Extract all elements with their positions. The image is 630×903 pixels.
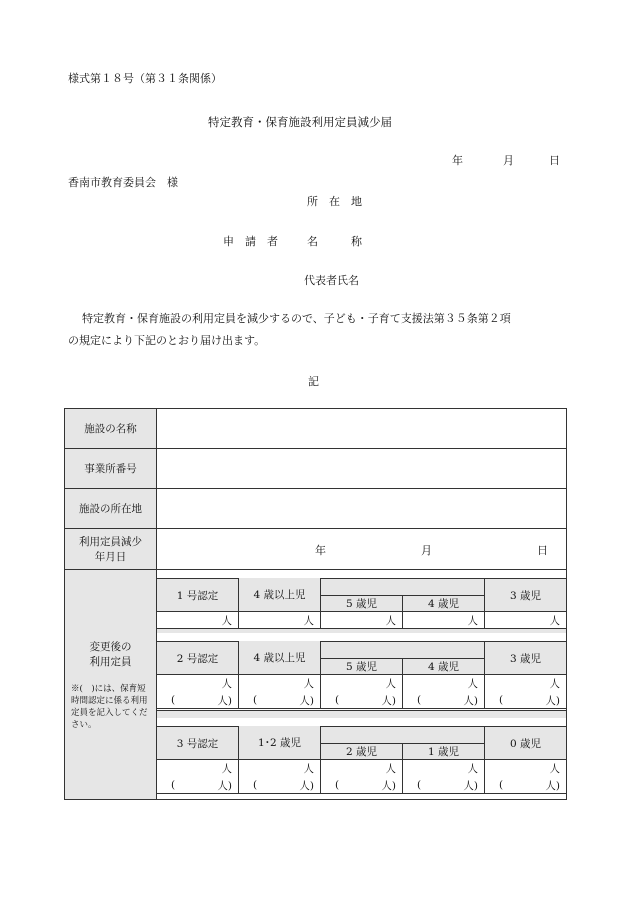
group3-value-4[interactable]: 人: [403, 760, 485, 777]
body-line-2: の規定により下記のとおり届け出ます。: [68, 334, 266, 347]
group2-col1-label: 4 歳以上児: [239, 641, 321, 675]
addressee: 香南市教育委員会 様: [68, 176, 178, 189]
group1-col3-label: 4 歳児: [403, 595, 485, 612]
group2-value-2[interactable]: 人: [239, 675, 321, 692]
group1-col1-label: 4 歳以上児: [239, 578, 321, 612]
group3-short-value-1[interactable]: [157, 777, 239, 794]
facility-name-label: 施設の名称: [65, 409, 157, 449]
group3-value-2[interactable]: 人: [239, 760, 321, 777]
group3-value-5[interactable]: 人: [549, 763, 560, 775]
group3-col4-label: 0 歳児: [485, 726, 566, 760]
group1-col2-label: 5 歳児: [321, 595, 403, 612]
after-change-label-line2: 利用定員: [89, 655, 132, 668]
document-title: 特定教育・保育施設利用定員減少届: [208, 115, 392, 129]
reduction-date-year: 年: [315, 544, 326, 557]
group2-value-1[interactable]: 人: [157, 675, 239, 692]
group3-value-1[interactable]: 人: [157, 760, 239, 777]
after-change-label-line1: 変更後の: [89, 640, 132, 653]
form-number: 様式第１８号（第３１条関係）: [68, 72, 222, 85]
group3-col1-label: 1･2 歳児: [239, 726, 321, 760]
group2-value-3[interactable]: 人: [321, 675, 403, 692]
group3-value-3[interactable]: 人: [321, 760, 403, 777]
date-year-label: 年: [452, 154, 463, 167]
paren-close: 人): [217, 779, 232, 792]
group1-value-4[interactable]: 人: [403, 612, 485, 629]
paren-close: 人): [381, 694, 396, 707]
paren-open: (: [499, 694, 504, 706]
paren-open: (: [335, 779, 340, 791]
paren-close: 人): [545, 779, 560, 792]
group1-value-1[interactable]: 人: [157, 612, 239, 629]
paren-close: 人): [299, 779, 314, 792]
body-line-1: 特定教育・保育施設の利用定員を減少するので、子ども・子育て支援法第３５条第２項: [82, 312, 511, 325]
reduction-date-label-line2: 年月日: [94, 551, 127, 563]
group1-value-5[interactable]: 人: [485, 612, 566, 629]
group3-cert-label: 3 号認定: [157, 726, 239, 760]
capacity-grid: [157, 570, 567, 800]
representative-label: 代表者氏名: [304, 274, 359, 287]
office-number-label: 事業所番号: [65, 449, 157, 489]
paren-close: 人): [463, 779, 478, 792]
group2-short-value-5[interactable]: [485, 692, 566, 709]
facility-name-field[interactable]: [157, 409, 567, 449]
facility-address-label: 施設の所在地: [65, 489, 157, 529]
paren-open: (: [253, 694, 258, 706]
group3-short-value-5[interactable]: [485, 777, 566, 794]
group1-value-2[interactable]: 人: [239, 612, 321, 629]
address-label: 所 在 地: [307, 195, 362, 208]
paren-close: 人): [463, 694, 478, 707]
date-day-label: 日: [549, 154, 560, 167]
group2-value-4[interactable]: 人: [403, 675, 485, 692]
date-month-label: 月: [503, 154, 514, 167]
paren-close: 人): [299, 694, 314, 707]
facility-address-field[interactable]: [157, 489, 567, 529]
group2-col2-label: 5 歳児: [321, 658, 403, 675]
group3-col2-label: 2 歳児: [321, 743, 403, 760]
reduction-date-month: 月: [421, 544, 432, 557]
application-table: [64, 408, 567, 800]
group2-value-5[interactable]: 人: [549, 678, 560, 690]
paren-open: (: [171, 779, 176, 791]
group3-col3-label: 1 歳児: [403, 743, 485, 760]
group2-short-value-1[interactable]: [157, 692, 239, 709]
paren-open: (: [253, 779, 258, 791]
group-separator-2: [157, 710, 566, 718]
paren-open: (: [417, 779, 422, 791]
group1-cert-label: 1 号認定: [157, 578, 239, 612]
paren-open: (: [417, 694, 422, 706]
paren-close: 人): [217, 694, 232, 707]
reduction-date-label-line1: 利用定員減少: [79, 536, 142, 548]
group1-value-3[interactable]: 人: [321, 612, 403, 629]
after-change-label: [65, 570, 157, 800]
group3-short-value-3[interactable]: [321, 777, 403, 794]
name-label: 名 称: [307, 235, 362, 248]
after-change-note: ※( )には、保育短時間認定に係る利用定員を記入してください。: [71, 683, 148, 730]
group3-short-value-2[interactable]: [239, 777, 321, 794]
ki-label: 記: [308, 375, 319, 388]
reduction-date-label: [65, 529, 157, 570]
group2-col3-label: 4 歳児: [403, 658, 485, 675]
reduction-date-day: 日: [537, 544, 548, 557]
paren-open: (: [335, 694, 340, 706]
group-separator-1: [157, 629, 566, 633]
applicant-label: 申 請 者: [223, 235, 278, 248]
reduction-date-field[interactable]: [157, 529, 567, 570]
group1-col4-label: 3 歳児: [485, 578, 566, 612]
paren-close: 人): [545, 694, 560, 707]
group2-short-value-4[interactable]: [403, 692, 485, 709]
paren-open: (: [499, 779, 504, 791]
group2-cert-label: 2 号認定: [157, 641, 239, 675]
office-number-field[interactable]: [157, 449, 567, 489]
group2-short-value-3[interactable]: [321, 692, 403, 709]
group3-short-value-4[interactable]: [403, 777, 485, 794]
group2-short-value-2[interactable]: [239, 692, 321, 709]
paren-close: 人): [381, 779, 396, 792]
paren-open: (: [171, 694, 176, 706]
group2-col4-label: 3 歳児: [485, 641, 566, 675]
